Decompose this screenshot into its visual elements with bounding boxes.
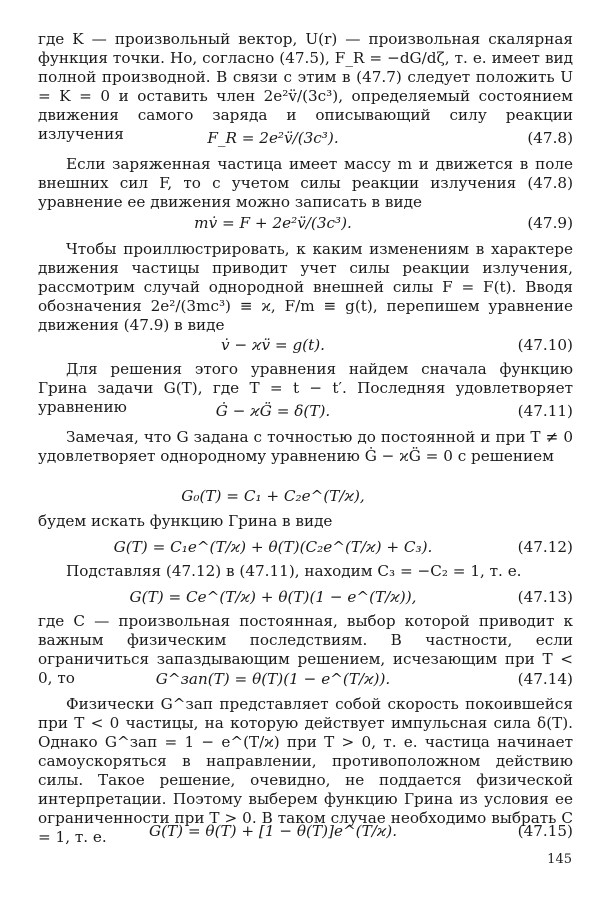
equation-formula: Ġ − ϰG̈ = δ(T). <box>215 402 331 420</box>
equation-formula: v̇ − ϰv̈ = g(t). <box>221 336 325 354</box>
equation-47-8 <box>38 127 573 149</box>
equation-formula: G(T) = Ce^(T/ϰ) + θ(T)(1 − e^(T/ϰ)), <box>129 588 417 606</box>
equation-formula: G₀(T) = C₁ + C₂e^(T/ϰ), <box>181 487 365 505</box>
paragraph-4: Для решения этого уравнения найдем сначала функцию Грина задачи G(T), где T = t − t′. Последняя удовлетворяет уравнению <box>38 360 573 416</box>
equation-47-11 <box>38 400 573 422</box>
equation-number: (47.13) <box>517 588 573 606</box>
equation-47-9 <box>38 212 573 234</box>
equation-number: (47.10) <box>517 336 573 354</box>
equation-47-12 <box>38 536 573 558</box>
equation-formula: F_R = 2e²v̈/(3c³). <box>207 129 339 147</box>
equation-47-15 <box>38 820 573 842</box>
equation-number: (47.12) <box>517 538 573 556</box>
paragraph-5: Замечая, что G задана с точностью до постоянной и при T ≠ 0 удовлетворяет однородному уравнению Ġ − ϰG̈ = 0 с решением <box>38 428 573 465</box>
equation-number: (47.8) <box>527 129 573 147</box>
equation-number: (47.9) <box>527 214 573 232</box>
paragraph-3: Чтобы проиллюстрировать, к каким изменениям в характере движения частицы приводит учет силы реакции излучения, рассмотрим случай однородной внешней силы F = F(t). Вводя обозначения 2e²/(3mc³) ≡ ϰ, F/m ≡ g(t), перепишем уравнение движения (47.9) в виде <box>38 240 573 334</box>
equation-formula: G(T) = C₁e^(T/ϰ) + θ(T)(C₂e^(T/ϰ) + C₃). <box>113 538 433 556</box>
equation-formula: G^зап(T) = θ(T)(1 − e^(T/ϰ)). <box>155 670 391 688</box>
paragraph-7: Подставляя (47.12) в (47.11), находим C₃ = −C₂ = 1, т. е. <box>66 562 522 580</box>
equation-number: (47.11) <box>517 402 573 420</box>
equation-formula: mv̇ = F + 2e²v̈/(3c³). <box>194 214 352 232</box>
equation-formula: G(T) = θ(T) + [1 − θ(T)]e^(T/ϰ). <box>148 822 398 840</box>
page-number: 145 <box>547 852 572 867</box>
equation-47-13 <box>38 586 573 608</box>
paragraph-8: где C — произвольная постоянная, выбор которой приводит к важным физическим последствиям. В частности, если ограничиться запаздывающим решением, исчезающим при T < 0, то <box>38 612 573 687</box>
equation-number: (47.15) <box>517 822 573 840</box>
equation-47-10 <box>38 334 573 356</box>
equation-47-14 <box>38 668 573 690</box>
equation-g0 <box>38 485 573 507</box>
paragraph-1: где K — произвольный вектор, U(r) — произвольная скалярная функция точки. Но, согласно (47.5), F_R = −dG/dζ, т. е. имеет вид полной производной. В связи с этим в (47.7) следует положить U = K = 0 и оставить член 2e²v̈/(3c³), определяемый состоянием движения самого заряда и описывающий силу реакции излучения <box>38 30 573 143</box>
paragraph-6: будем искать функцию Грина в виде <box>38 512 333 530</box>
paragraph-2: Если заряженная частица имеет массу m и движется в поле внешних сил F, то с учетом силы реакции излучения (47.8) уравнение ее движения можно записать в виде <box>38 155 573 211</box>
equation-number: (47.14) <box>517 670 573 688</box>
paragraph-9: Физически G^зап представляет собой скорость покоившейся при T < 0 частицы, на которую действует импульсная сила δ(T). Однако G^зап = 1 − e^(T/ϰ) при T > 0, т. е. частица начинает самоускоряться в направлении, противоположном действию силы. Такое решение, очевидно, не поддается физической интерпретации. Поэтому выберем функцию Грина из условия ее ограниченности при T > 0. В таком случае необходимо выбрать C = 1, т. е. <box>38 695 573 846</box>
